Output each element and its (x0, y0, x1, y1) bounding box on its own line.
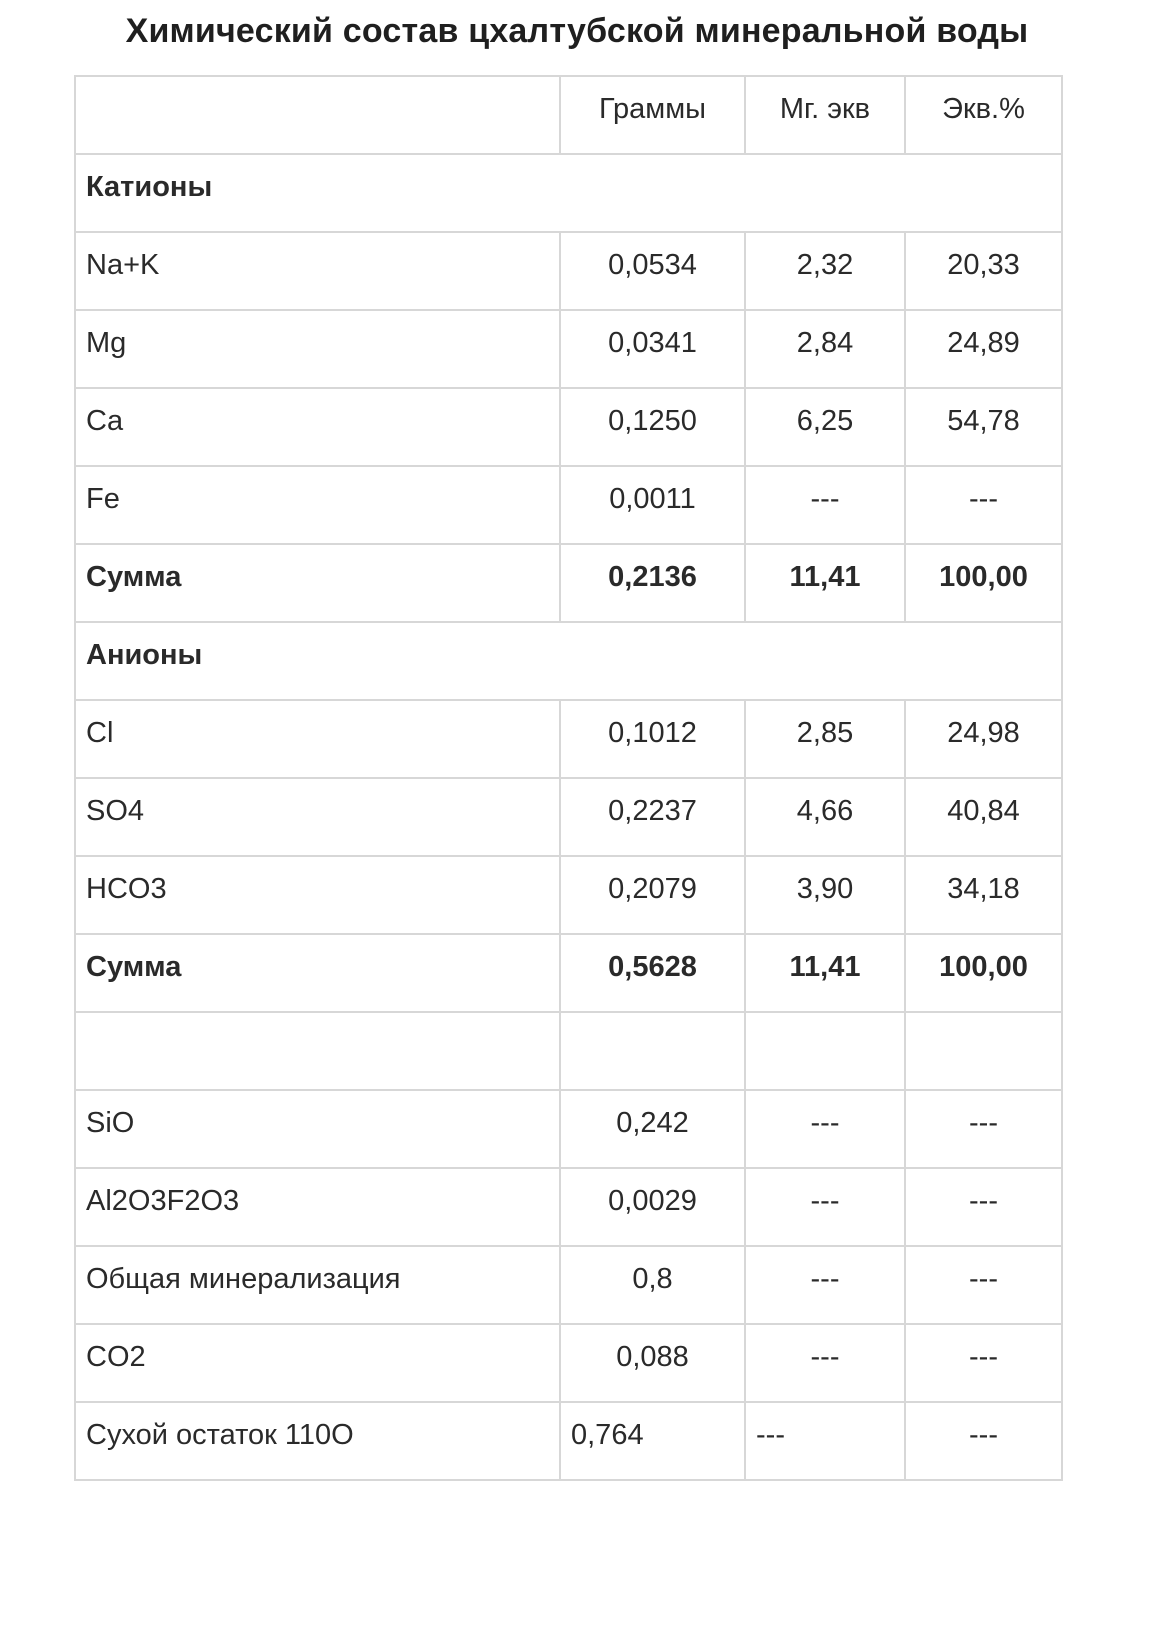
sum-row-anions (75, 934, 1062, 1012)
row-eq-pct: 54,78 (905, 388, 1062, 466)
empty-cell (745, 1012, 905, 1090)
row-grams: 0,0341 (560, 310, 745, 388)
row-name: SO4 (75, 778, 560, 856)
empty-row (75, 1012, 1062, 1090)
row-mg-eq: 2,84 (745, 310, 905, 388)
chemical-composition-table (74, 75, 1063, 1481)
row-name: HCO3 (75, 856, 560, 934)
row-mg-eq: 2,85 (745, 700, 905, 778)
row-mg-eq: --- (745, 1090, 905, 1168)
section-row-cations (75, 154, 1062, 232)
sum-label: Сумма (75, 934, 560, 1012)
row-grams: 0,0011 (560, 466, 745, 544)
row-name: Общая минерализация (75, 1246, 560, 1324)
table-row (75, 1324, 1062, 1402)
row-name: Na+K (75, 232, 560, 310)
row-grams: 0,2237 (560, 778, 745, 856)
row-grams: 0,8 (560, 1246, 745, 1324)
row-name: Al2O3F2O3 (75, 1168, 560, 1246)
sum-label: Сумма (75, 544, 560, 622)
row-grams: 0,2079 (560, 856, 745, 934)
row-name: SiO (75, 1090, 560, 1168)
row-grams: 0,242 (560, 1090, 745, 1168)
row-mg-eq: 2,32 (745, 232, 905, 310)
row-grams: 0,0029 (560, 1168, 745, 1246)
table-row (75, 778, 1062, 856)
row-eq-pct: --- (905, 1402, 1062, 1480)
row-name: Mg (75, 310, 560, 388)
table-row (75, 1168, 1062, 1246)
sum-eq-pct: 100,00 (905, 544, 1062, 622)
row-mg-eq: --- (745, 466, 905, 544)
row-mg-eq: --- (745, 1246, 905, 1324)
row-mg-eq: --- (745, 1402, 905, 1480)
row-name: Cl (75, 700, 560, 778)
table-row (75, 466, 1062, 544)
row-mg-eq: 3,90 (745, 856, 905, 934)
row-eq-pct: 24,98 (905, 700, 1062, 778)
sum-row-cations (75, 544, 1062, 622)
empty-cell (560, 1012, 745, 1090)
page-title: Химический состав цхалтубской минеральной воды (125, 12, 1029, 50)
row-eq-pct: --- (905, 1090, 1062, 1168)
row-name: Fe (75, 466, 560, 544)
header-cell-eq-pct: Экв.% (905, 76, 1062, 154)
section-heading-cations: Катионы (75, 154, 1062, 232)
row-eq-pct: 34,18 (905, 856, 1062, 934)
sum-grams: 0,5628 (560, 934, 745, 1012)
row-name: Ca (75, 388, 560, 466)
row-eq-pct: --- (905, 1246, 1062, 1324)
empty-cell (75, 1012, 560, 1090)
table-row (75, 1246, 1062, 1324)
header-cell-grams: Граммы (560, 76, 745, 154)
table-row (75, 1402, 1062, 1480)
sum-eq-pct: 100,00 (905, 934, 1062, 1012)
row-eq-pct: 40,84 (905, 778, 1062, 856)
table-row (75, 700, 1062, 778)
row-eq-pct: --- (905, 466, 1062, 544)
row-grams: 0,1250 (560, 388, 745, 466)
table-row (75, 232, 1062, 310)
row-eq-pct: 24,89 (905, 310, 1062, 388)
header-cell-mg-eq: Мг. экв (745, 76, 905, 154)
row-mg-eq: --- (745, 1168, 905, 1246)
row-grams: 0,1012 (560, 700, 745, 778)
table-row (75, 388, 1062, 466)
sum-grams: 0,2136 (560, 544, 745, 622)
row-grams: 0,0534 (560, 232, 745, 310)
row-grams: 0,764 (560, 1402, 745, 1480)
row-name: CO2 (75, 1324, 560, 1402)
header-cell-name (75, 76, 560, 154)
section-heading-anions: Анионы (75, 622, 1062, 700)
table-row (75, 856, 1062, 934)
row-grams: 0,088 (560, 1324, 745, 1402)
section-row-anions (75, 622, 1062, 700)
row-mg-eq: 4,66 (745, 778, 905, 856)
row-mg-eq: --- (745, 1324, 905, 1402)
row-eq-pct: --- (905, 1168, 1062, 1246)
row-mg-eq: 6,25 (745, 388, 905, 466)
sum-mg-eq: 11,41 (745, 544, 905, 622)
table-row (75, 310, 1062, 388)
sum-mg-eq: 11,41 (745, 934, 905, 1012)
row-name: Сухой остаток 110O (75, 1402, 560, 1480)
row-eq-pct: 20,33 (905, 232, 1062, 310)
table-row (75, 1090, 1062, 1168)
empty-cell (905, 1012, 1062, 1090)
row-eq-pct: --- (905, 1324, 1062, 1402)
table-header-row (75, 76, 1062, 154)
